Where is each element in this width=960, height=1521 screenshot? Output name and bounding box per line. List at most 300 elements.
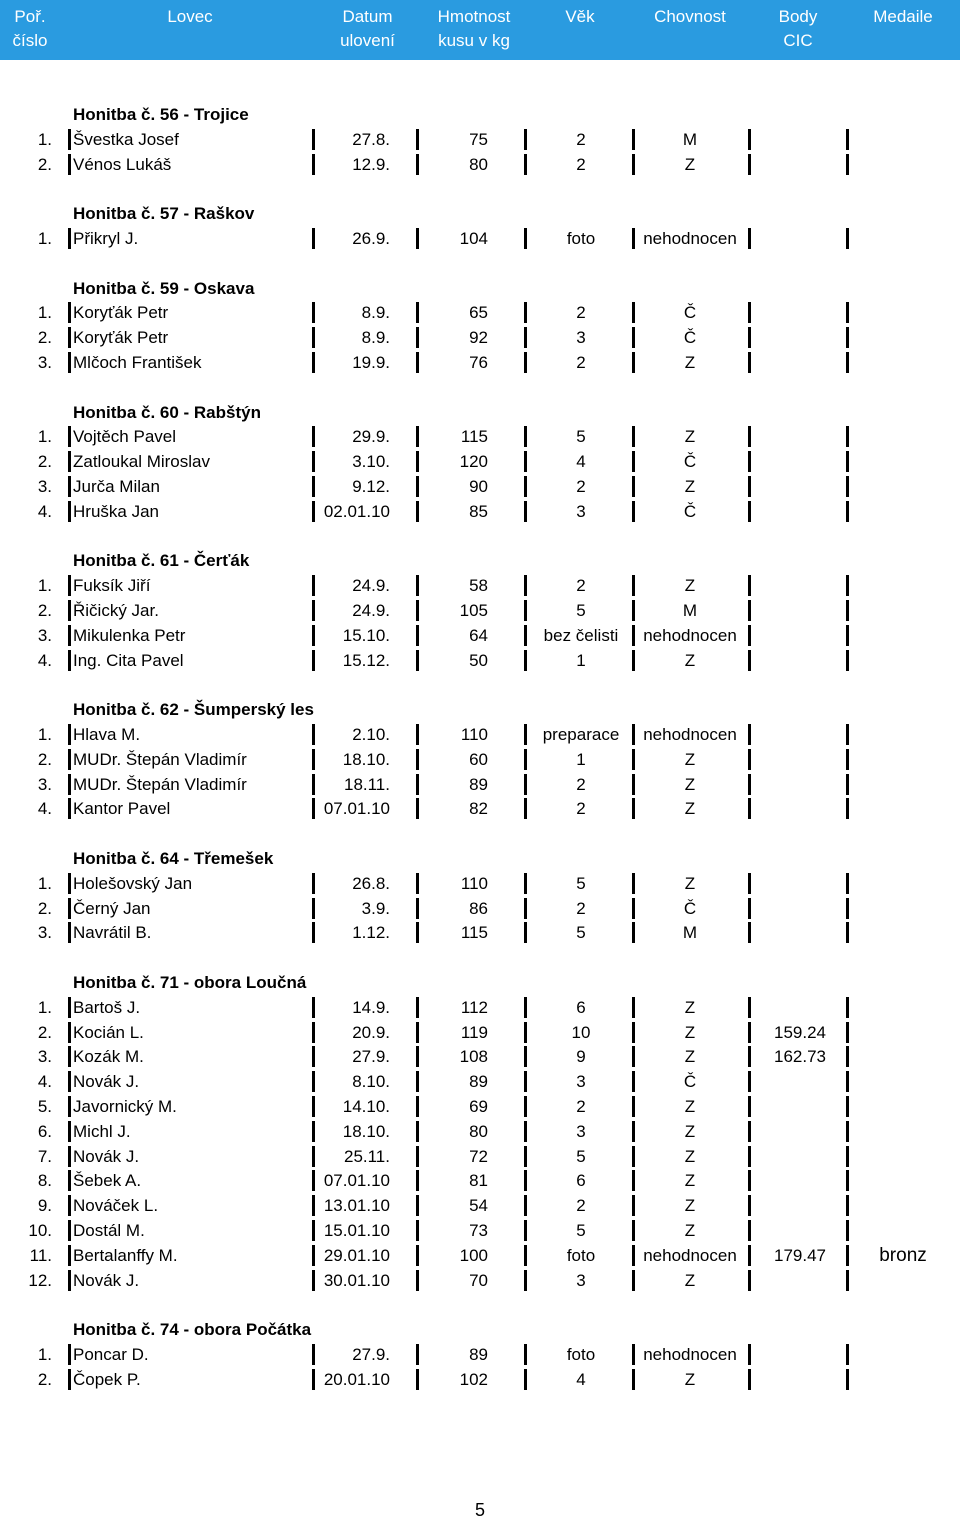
col-header-line: Chovnost bbox=[654, 7, 726, 26]
cell-weight: 120 bbox=[459, 452, 488, 472]
cell-age: preparace bbox=[542, 725, 620, 744]
cell-hunter: Mlčoch František bbox=[73, 353, 202, 372]
column-divider bbox=[416, 724, 419, 745]
cell-horns: Z bbox=[684, 1097, 696, 1116]
cell-weight: 104 bbox=[459, 229, 488, 248]
column-divider bbox=[748, 1022, 751, 1043]
cell-hunter: Poncar D. bbox=[73, 1345, 149, 1364]
column-divider bbox=[68, 798, 71, 819]
cell-num: 8. bbox=[37, 1171, 52, 1191]
table-row bbox=[0, 152, 960, 177]
column-divider bbox=[846, 302, 849, 323]
cell-age: 1 bbox=[576, 650, 586, 670]
column-divider bbox=[68, 873, 71, 894]
column-divider bbox=[748, 1071, 751, 1092]
cell-hunter: Ing. Cita Pavel bbox=[73, 650, 184, 670]
cell-num: 1. bbox=[37, 997, 52, 1017]
cell-weight: 65 bbox=[469, 303, 488, 323]
column-divider bbox=[748, 1369, 751, 1390]
cell-hunter: Dostál M. bbox=[73, 1221, 145, 1240]
cell-age: 2 bbox=[576, 477, 586, 496]
table-row bbox=[0, 722, 960, 747]
cell-num: 3. bbox=[37, 1047, 52, 1067]
cell-num: 2. bbox=[37, 749, 52, 769]
column-divider bbox=[748, 1146, 751, 1167]
column-divider bbox=[416, 873, 419, 894]
cell-weight: 54 bbox=[469, 1196, 488, 1216]
table-row bbox=[0, 747, 960, 772]
column-divider bbox=[416, 1022, 419, 1043]
cell-hunter: Holešovský Jan bbox=[73, 873, 193, 893]
col-header-line: Hmotnost bbox=[437, 7, 511, 26]
cell-age: 2 bbox=[576, 129, 586, 149]
column-divider bbox=[416, 600, 419, 621]
cell-num: 3. bbox=[37, 774, 52, 794]
section-title: Honitba č. 57 - Raškov bbox=[73, 204, 255, 224]
cell-weight: 82 bbox=[469, 799, 488, 819]
cell-hunter: Bartoš J. bbox=[73, 997, 141, 1017]
cell-num: 10. bbox=[28, 1221, 52, 1240]
section-title-row bbox=[0, 102, 960, 127]
column-divider bbox=[846, 1245, 849, 1266]
column-divider bbox=[846, 129, 849, 150]
cell-num: 2. bbox=[37, 328, 52, 348]
cell-horns: Z bbox=[684, 1047, 696, 1067]
column-divider bbox=[846, 650, 849, 671]
cell-horns: Z bbox=[684, 1146, 696, 1166]
cell-age: 10 bbox=[571, 1022, 591, 1042]
cell-hunter: Přikryl J. bbox=[73, 229, 139, 248]
cell-age: 2 bbox=[576, 1097, 586, 1116]
cell-horns: Z bbox=[684, 749, 696, 769]
column-divider bbox=[416, 1170, 419, 1191]
cell-weight: 69 bbox=[469, 1097, 488, 1116]
section-title: Honitba č. 64 - Třemešek bbox=[73, 849, 274, 868]
column-divider bbox=[846, 774, 849, 795]
cell-num: 11. bbox=[29, 1245, 52, 1265]
column-divider bbox=[416, 476, 419, 497]
cell-date: 18.11. bbox=[343, 774, 390, 794]
section-title-row bbox=[0, 697, 960, 722]
cell-age: 3 bbox=[576, 1121, 586, 1141]
column-divider bbox=[68, 1195, 71, 1216]
cell-weight: 90 bbox=[469, 477, 488, 496]
cell-hunter: Novák J. bbox=[73, 1072, 140, 1092]
cell-weight: 80 bbox=[469, 154, 488, 174]
cell-date: 27.8. bbox=[352, 129, 390, 149]
cell-age: 5 bbox=[576, 1221, 586, 1240]
column-divider bbox=[416, 1195, 419, 1216]
cell-num: 2. bbox=[37, 601, 52, 620]
cell-age: 5 bbox=[576, 873, 586, 893]
cell-age: bez čelisti bbox=[543, 625, 619, 645]
cell-num: 4. bbox=[37, 799, 52, 819]
column-divider bbox=[846, 625, 849, 646]
cell-horns: nehodnocen bbox=[643, 1345, 737, 1364]
cell-num: 2. bbox=[37, 1022, 52, 1042]
cell-num: 2. bbox=[37, 154, 52, 174]
cell-date: 27.9. bbox=[352, 1345, 390, 1364]
col-header-line: Lovec bbox=[167, 7, 213, 26]
cell-num: 4. bbox=[37, 1072, 52, 1092]
table-row bbox=[0, 871, 960, 896]
table-row bbox=[0, 995, 960, 1020]
column-divider bbox=[846, 997, 849, 1018]
cell-date: 27.9. bbox=[352, 1047, 390, 1067]
col-header-line: CIC bbox=[783, 31, 813, 50]
column-divider bbox=[748, 1344, 751, 1365]
table-row bbox=[0, 226, 960, 251]
cell-num: 1. bbox=[37, 873, 52, 893]
cell-points: 179.47 bbox=[774, 1245, 826, 1265]
cell-horns: Z bbox=[684, 1369, 696, 1389]
table-row bbox=[0, 1367, 960, 1392]
cell-hunter: Koryťák Petr bbox=[73, 328, 169, 348]
cell-weight: 115 bbox=[460, 923, 488, 943]
table-row bbox=[0, 573, 960, 598]
cell-horns: Z bbox=[684, 650, 696, 670]
column-divider bbox=[416, 650, 419, 671]
cell-horns: M bbox=[682, 129, 698, 149]
section-title-row bbox=[0, 201, 960, 226]
cell-weight: 86 bbox=[469, 898, 488, 918]
column-divider bbox=[416, 451, 419, 472]
column-divider bbox=[748, 997, 751, 1018]
cell-date: 19.9. bbox=[352, 353, 390, 372]
cell-date: 20.9. bbox=[352, 1022, 390, 1042]
table-row bbox=[0, 449, 960, 474]
cell-horns: Z bbox=[684, 873, 696, 893]
cell-date: 29.01.10 bbox=[323, 1245, 390, 1265]
cell-points: 162.73 bbox=[774, 1047, 826, 1067]
column-divider bbox=[416, 774, 419, 795]
cell-horns: Z bbox=[684, 1121, 696, 1141]
cell-num: 2. bbox=[37, 1369, 52, 1389]
table-row bbox=[0, 1094, 960, 1119]
cell-date: 8.10. bbox=[352, 1072, 390, 1092]
column-divider bbox=[68, 898, 71, 919]
column-divider bbox=[416, 352, 419, 373]
table-row bbox=[0, 1218, 960, 1243]
cell-num: 1. bbox=[37, 303, 52, 323]
cell-age: 2 bbox=[576, 898, 586, 918]
column-divider bbox=[68, 154, 71, 175]
column-divider bbox=[846, 1146, 849, 1167]
cell-num: 3. bbox=[37, 353, 52, 372]
column-divider bbox=[846, 1170, 849, 1191]
cell-date: 07.01.10 bbox=[323, 1171, 390, 1191]
column-divider bbox=[416, 327, 419, 348]
cell-date: 15.10. bbox=[342, 625, 390, 645]
cell-horns: Z bbox=[684, 477, 696, 496]
cell-horns: Č bbox=[683, 328, 697, 348]
column-divider bbox=[846, 1344, 849, 1365]
cell-hunter: Vojtěch Pavel bbox=[73, 427, 177, 447]
column-divider bbox=[846, 327, 849, 348]
column-divider bbox=[68, 774, 71, 795]
cell-horns: Č bbox=[683, 452, 697, 472]
cell-date: 07.01.10 bbox=[323, 799, 390, 819]
column-divider bbox=[748, 302, 751, 323]
column-divider bbox=[68, 1046, 71, 1067]
cell-hunter: Jurča Milan bbox=[73, 477, 160, 496]
cell-date: 8.9. bbox=[361, 303, 390, 323]
cell-date: 29.9. bbox=[352, 427, 390, 447]
cell-weight: 80 bbox=[469, 1121, 488, 1141]
cell-hunter: Švestka Josef bbox=[73, 129, 179, 149]
column-divider bbox=[416, 625, 419, 646]
column-divider bbox=[68, 451, 71, 472]
cell-horns: Z bbox=[684, 1196, 696, 1216]
column-divider bbox=[68, 426, 71, 447]
column-divider bbox=[68, 476, 71, 497]
page-number: 5 bbox=[474, 1500, 485, 1520]
section-title: Honitba č. 56 - Trojice bbox=[73, 105, 249, 124]
cell-horns: Z bbox=[684, 576, 696, 596]
cell-num: 5. bbox=[37, 1097, 52, 1116]
column-divider bbox=[846, 154, 849, 175]
cell-age: 1 bbox=[576, 749, 586, 769]
column-divider bbox=[68, 600, 71, 621]
cell-weight: 110 bbox=[460, 873, 488, 893]
cell-num: 2. bbox=[37, 898, 52, 918]
table-row bbox=[0, 300, 960, 325]
cell-age: 6 bbox=[576, 997, 586, 1017]
cell-horns: Z bbox=[684, 1221, 696, 1240]
column-divider bbox=[748, 1121, 751, 1142]
cell-horns: Z bbox=[684, 799, 696, 819]
cell-date: 20.01.10 bbox=[323, 1369, 390, 1389]
column-divider bbox=[846, 426, 849, 447]
cell-date: 30.01.10 bbox=[323, 1270, 390, 1290]
column-divider bbox=[748, 1170, 751, 1191]
column-divider bbox=[748, 1195, 751, 1216]
column-divider bbox=[748, 1245, 751, 1266]
table-row bbox=[0, 796, 960, 821]
col-header-line: Medaile bbox=[873, 7, 933, 26]
cell-age: 3 bbox=[576, 501, 586, 521]
column-divider bbox=[846, 575, 849, 596]
cell-hunter: Kocián L. bbox=[73, 1022, 144, 1042]
column-divider bbox=[416, 798, 419, 819]
table-row bbox=[0, 1020, 960, 1045]
cell-medal: bronz bbox=[879, 1244, 927, 1266]
cell-num: 4. bbox=[37, 501, 52, 521]
column-divider bbox=[68, 129, 71, 150]
cell-date: 2.10. bbox=[352, 725, 390, 744]
cell-age: 3 bbox=[576, 1072, 586, 1092]
column-divider bbox=[68, 1121, 71, 1142]
cell-date: 14.9. bbox=[352, 997, 390, 1017]
column-divider bbox=[748, 1046, 751, 1067]
cell-hunter: Novák J. bbox=[73, 1270, 140, 1290]
column-divider bbox=[846, 352, 849, 373]
section-title: Honitba č. 62 - Šumperský les bbox=[73, 700, 314, 720]
section-title: Honitba č. 60 - Rabštýn bbox=[73, 402, 261, 422]
cell-num: 3. bbox=[37, 625, 52, 645]
column-divider bbox=[846, 1022, 849, 1043]
column-divider bbox=[68, 749, 71, 770]
column-divider bbox=[68, 625, 71, 646]
table-row bbox=[0, 350, 960, 375]
cell-age: foto bbox=[566, 1245, 596, 1265]
cell-num: 1. bbox=[37, 229, 52, 248]
cell-date: 1.12. bbox=[352, 923, 390, 943]
column-divider bbox=[846, 1270, 849, 1291]
cell-weight: 100 bbox=[459, 1245, 488, 1265]
table-row bbox=[0, 499, 960, 524]
cell-weight: 110 bbox=[460, 725, 488, 744]
column-divider bbox=[68, 1344, 71, 1365]
section-title: Honitba č. 74 - obora Počátka bbox=[73, 1320, 312, 1340]
column-divider bbox=[846, 749, 849, 770]
column-divider bbox=[68, 922, 71, 943]
cell-horns: Z bbox=[684, 427, 696, 447]
col-header-line: číslo bbox=[12, 31, 48, 50]
section-title-row bbox=[0, 548, 960, 573]
cell-num: 3. bbox=[37, 477, 52, 496]
column-divider bbox=[846, 501, 849, 522]
cell-hunter: Fuksík Jiří bbox=[73, 576, 151, 596]
cell-age: 2 bbox=[576, 353, 586, 372]
cell-weight: 112 bbox=[460, 997, 488, 1017]
table-row bbox=[0, 920, 960, 945]
column-divider bbox=[846, 1195, 849, 1216]
table-row bbox=[0, 648, 960, 673]
table-row bbox=[0, 896, 960, 921]
col-header-line: Body bbox=[778, 7, 818, 26]
column-divider bbox=[416, 997, 419, 1018]
column-divider bbox=[846, 1121, 849, 1142]
column-divider bbox=[748, 774, 751, 795]
column-divider bbox=[68, 1071, 71, 1092]
column-divider bbox=[68, 575, 71, 596]
section-title-row bbox=[0, 400, 960, 425]
table-row bbox=[0, 1342, 960, 1367]
cell-weight: 92 bbox=[469, 328, 488, 348]
cell-hunter: Javornický M. bbox=[73, 1097, 177, 1116]
column-divider bbox=[748, 1220, 751, 1241]
cell-hunter: Koryťák Petr bbox=[73, 303, 169, 323]
cell-num: 7. bbox=[37, 1146, 52, 1166]
cell-num: 1. bbox=[37, 427, 52, 447]
cell-weight: 102 bbox=[459, 1369, 488, 1389]
column-divider bbox=[68, 352, 71, 373]
column-divider bbox=[416, 154, 419, 175]
column-divider bbox=[748, 228, 751, 249]
cell-horns: M bbox=[682, 923, 698, 943]
column-divider bbox=[846, 1096, 849, 1117]
column-divider bbox=[416, 501, 419, 522]
section-title-row bbox=[0, 276, 960, 301]
column-divider bbox=[416, 426, 419, 447]
cell-age: 9 bbox=[576, 1047, 586, 1067]
cell-num: 1. bbox=[37, 129, 52, 149]
column-divider bbox=[416, 922, 419, 943]
column-divider bbox=[748, 575, 751, 596]
col-header-line: Poř. bbox=[14, 7, 46, 26]
column-divider bbox=[68, 501, 71, 522]
cell-hunter: Čopek P. bbox=[73, 1369, 141, 1389]
cell-age: 5 bbox=[576, 1146, 586, 1166]
column-divider bbox=[846, 600, 849, 621]
cell-date: 8.9. bbox=[361, 328, 390, 348]
column-divider bbox=[846, 451, 849, 472]
table-row bbox=[0, 1193, 960, 1218]
column-divider bbox=[68, 302, 71, 323]
cell-horns: nehodnocen bbox=[643, 725, 737, 744]
cell-num: 9. bbox=[37, 1196, 52, 1216]
cell-horns: Z bbox=[684, 1270, 696, 1290]
cell-age: 2 bbox=[576, 1196, 586, 1216]
col-header-line: Věk bbox=[565, 7, 595, 26]
column-divider bbox=[416, 302, 419, 323]
cell-weight: 64 bbox=[469, 625, 488, 645]
cell-age: 3 bbox=[576, 328, 586, 348]
column-divider bbox=[748, 451, 751, 472]
column-divider bbox=[416, 1121, 419, 1142]
cell-weight: 115 bbox=[460, 427, 488, 447]
cell-horns: Z bbox=[684, 154, 696, 174]
cell-age: 6 bbox=[576, 1171, 586, 1191]
cell-age: 2 bbox=[576, 799, 586, 819]
column-divider bbox=[748, 1096, 751, 1117]
section-title: Honitba č. 61 - Čerťák bbox=[73, 551, 250, 571]
cell-date: 24.9. bbox=[352, 576, 390, 596]
cell-hunter: Michl J. bbox=[73, 1121, 131, 1141]
column-divider bbox=[846, 1220, 849, 1241]
cell-num: 1. bbox=[37, 576, 52, 596]
column-divider bbox=[748, 352, 751, 373]
table-row bbox=[0, 1144, 960, 1169]
cell-weight: 58 bbox=[469, 576, 488, 596]
cell-points: 159.24 bbox=[774, 1022, 826, 1042]
cell-date: 9.12. bbox=[352, 477, 390, 496]
cell-hunter: Navrátil B. bbox=[73, 923, 152, 943]
cell-weight: 72 bbox=[469, 1146, 488, 1166]
table-row bbox=[0, 325, 960, 350]
cell-age: 2 bbox=[576, 774, 586, 794]
section-title-row bbox=[0, 846, 960, 871]
cell-age: 4 bbox=[576, 452, 586, 472]
cell-date: 02.01.10 bbox=[323, 501, 390, 521]
cell-age: 2 bbox=[576, 303, 586, 323]
cell-weight: 108 bbox=[459, 1047, 488, 1067]
cell-horns: Z bbox=[684, 353, 696, 372]
cell-hunter: Bertalanffy M. bbox=[73, 1245, 178, 1265]
column-divider bbox=[846, 228, 849, 249]
cell-horns: nehodnocen bbox=[643, 229, 737, 248]
cell-age: 4 bbox=[576, 1369, 586, 1389]
cell-weight: 81 bbox=[469, 1171, 488, 1191]
column-divider bbox=[68, 1146, 71, 1167]
cell-date: 3.10. bbox=[352, 452, 390, 472]
column-divider bbox=[748, 724, 751, 745]
column-divider bbox=[846, 798, 849, 819]
column-divider bbox=[748, 898, 751, 919]
cell-num: 2. bbox=[37, 452, 52, 472]
table-row bbox=[0, 1069, 960, 1094]
column-divider bbox=[846, 724, 849, 745]
cell-age: 5 bbox=[576, 923, 586, 943]
column-divider bbox=[846, 476, 849, 497]
column-divider bbox=[748, 1270, 751, 1291]
cell-weight: 73 bbox=[469, 1221, 488, 1240]
cell-weight: 89 bbox=[469, 774, 488, 794]
col-header-line: Datum bbox=[342, 7, 393, 26]
column-divider bbox=[748, 154, 751, 175]
cell-age: 2 bbox=[576, 576, 586, 596]
